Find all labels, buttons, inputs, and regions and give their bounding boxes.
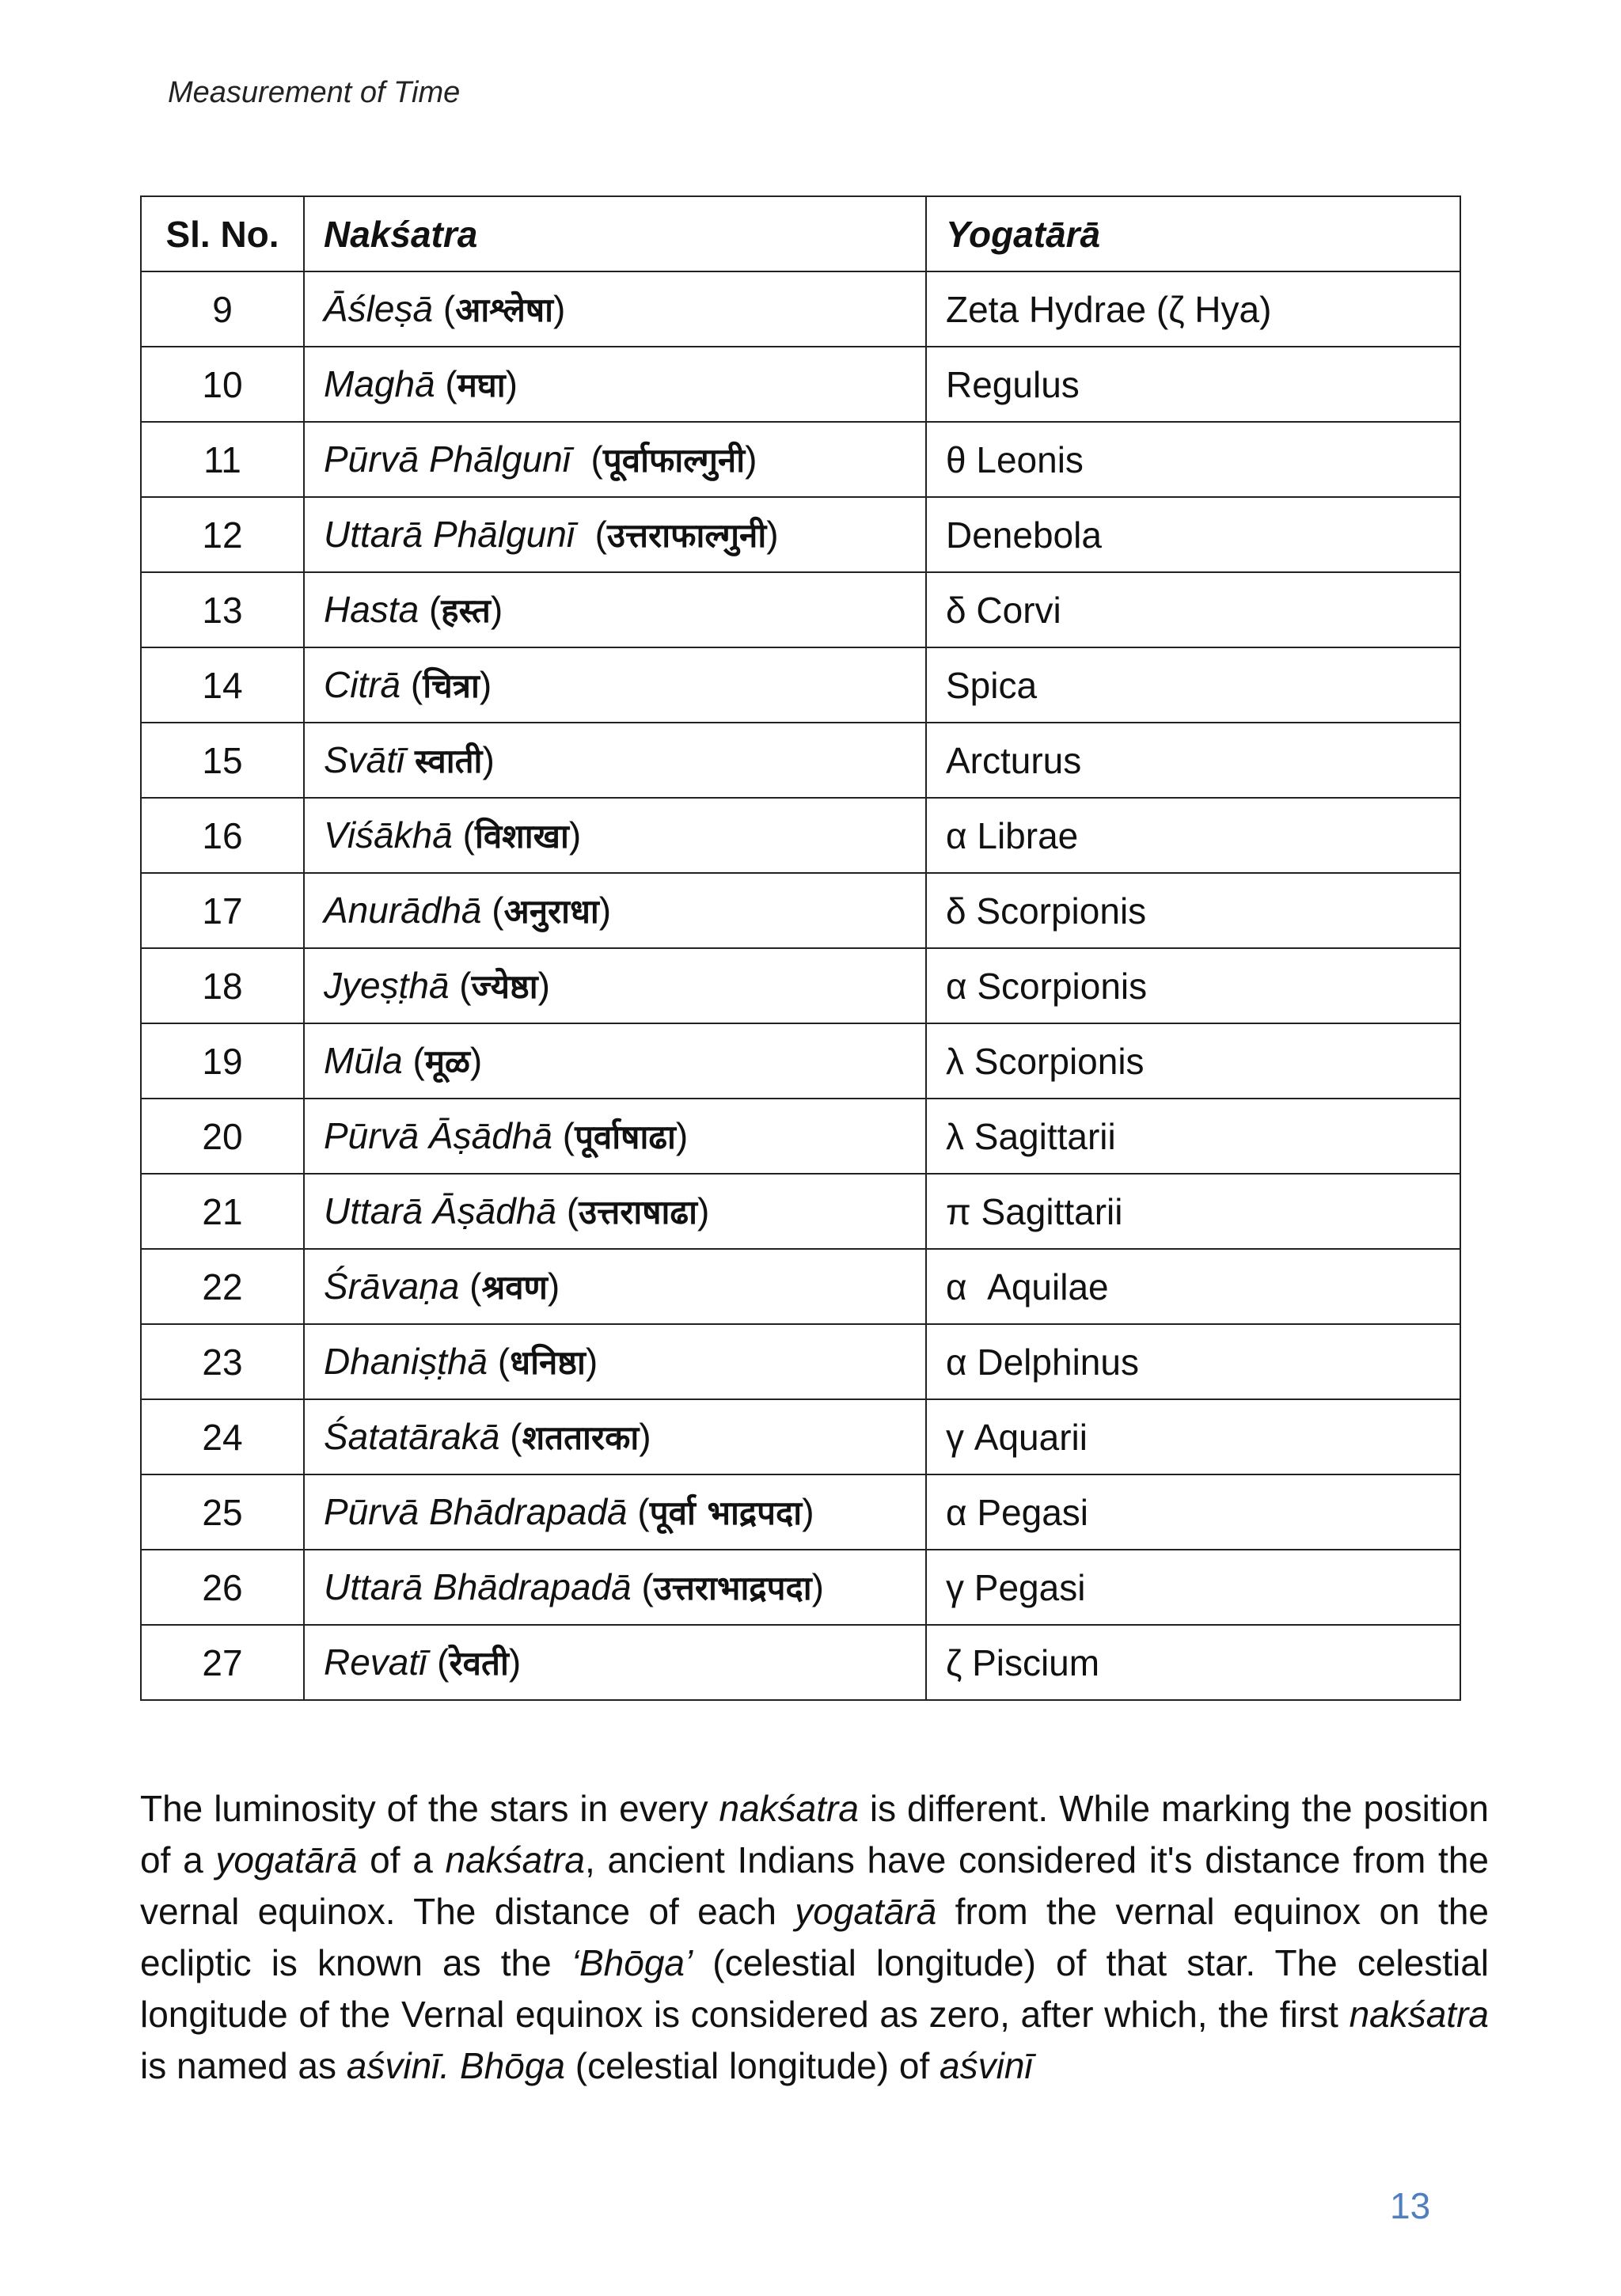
nakshatra-cell	[304, 1249, 926, 1324]
nakshatra-cell	[304, 422, 926, 497]
devanagari-name: विशाखा	[474, 817, 569, 856]
yogatara-cell: λ Sagittarii	[926, 1099, 1460, 1174]
header-nakshatra: Nakśatra	[304, 196, 926, 271]
close-paren: )	[639, 1416, 651, 1457]
table-row	[141, 572, 1460, 647]
devanagari-name: धनिष्ठा	[510, 1343, 586, 1382]
table-row	[141, 1474, 1460, 1550]
table-row	[141, 1099, 1460, 1174]
row-number: 20	[141, 1099, 304, 1174]
italic-term: nakśatra	[445, 1839, 585, 1880]
nakshatra-cell	[304, 1399, 926, 1474]
table-row	[141, 347, 1460, 422]
open-paren: (	[481, 890, 504, 931]
table-row	[141, 497, 1460, 572]
row-number: 16	[141, 798, 304, 873]
devanagari-name: उत्तराफाल्गुनी	[606, 516, 767, 555]
close-paren: )	[766, 514, 779, 555]
devanagari-name: स्वाती	[415, 742, 483, 780]
close-paren: )	[675, 1115, 689, 1156]
open-paren: (	[631, 1566, 654, 1607]
yogatara-cell: Denebola	[926, 497, 1460, 572]
nakshatra-name: Śatatārakā	[324, 1416, 500, 1457]
yogatara-cell: θ Leonis	[926, 422, 1460, 497]
nakshatra-cell	[304, 1324, 926, 1399]
close-paren: )	[697, 1190, 710, 1231]
close-paren: )	[811, 1566, 824, 1607]
table-row	[141, 1023, 1460, 1099]
page-number: 13	[1390, 2185, 1431, 2226]
open-paren: (	[459, 1266, 482, 1307]
open-paren: (	[402, 1040, 425, 1081]
open-paren: (	[575, 514, 607, 555]
devanagari-name: श्रवण	[481, 1268, 548, 1307]
devanagari-name: पूर्वाषाढा	[575, 1118, 676, 1156]
open-paren: (	[433, 288, 456, 329]
text-run	[450, 2045, 460, 2086]
open-paren: (	[488, 1341, 511, 1382]
italic-term: nakśatra	[1349, 1994, 1489, 2035]
row-number: 25	[141, 1474, 304, 1550]
text-run: is different. While marking the position of a	[140, 1788, 1489, 1880]
table-row	[141, 271, 1460, 347]
yogatara-cell: α Aquilae	[926, 1249, 1460, 1324]
close-paren: )	[508, 1641, 522, 1683]
close-paren: )	[479, 664, 492, 705]
table-row	[141, 798, 1460, 873]
open-paren: (	[452, 814, 475, 856]
nakshatra-cell	[304, 1174, 926, 1249]
close-paren: )	[505, 363, 518, 404]
yogatara-cell: ζ Piscium	[926, 1625, 1460, 1700]
nakshatra-name: Uttarā Āṣādhā	[324, 1190, 557, 1231]
nakshatra-cell	[304, 572, 926, 647]
nakshatra-name: Āśleṣā	[324, 288, 434, 329]
table-row	[141, 948, 1460, 1023]
yogatara-cell: γ Pegasi	[926, 1550, 1460, 1625]
table-row	[141, 1399, 1460, 1474]
yogatara-cell: Spica	[926, 647, 1460, 723]
text-run: , ancient Indians have considered it's distance from the vernal equinox. The distance of each	[140, 1839, 1489, 1932]
devanagari-name: चित्रा	[423, 666, 480, 705]
devanagari-name: ज्येष्ठा	[471, 967, 538, 1006]
open-paren: (	[401, 664, 423, 705]
close-paren: )	[802, 1491, 814, 1532]
italic-term: nakśatra	[719, 1788, 859, 1829]
nakshatra-name: Citrā	[324, 664, 401, 705]
devanagari-name: हस्त	[441, 591, 491, 630]
row-number: 24	[141, 1399, 304, 1474]
row-number: 17	[141, 873, 304, 948]
yogatara-cell: δ Corvi	[926, 572, 1460, 647]
devanagari-name: मघा	[457, 366, 506, 404]
open-paren: (	[552, 1115, 575, 1156]
close-paren: )	[745, 438, 757, 480]
nakshatra-cell	[304, 497, 926, 572]
table-row	[141, 873, 1460, 948]
table-row	[141, 1625, 1460, 1700]
open-paren: (	[419, 589, 442, 630]
nakshatra-cell	[304, 723, 926, 798]
row-number: 12	[141, 497, 304, 572]
nakshatra-cell	[304, 1023, 926, 1099]
italic-term: yogatārā	[795, 1891, 937, 1932]
table-header-row	[141, 196, 1460, 271]
table-row	[141, 723, 1460, 798]
running-head-title: Measurement of Time	[168, 76, 461, 109]
yogatara-cell: γ Aquarii	[926, 1399, 1460, 1474]
row-number: 21	[141, 1174, 304, 1249]
open-paren: (	[427, 1641, 450, 1683]
row-number: 18	[141, 948, 304, 1023]
table-row	[141, 647, 1460, 723]
nakshatra-name: Viśākhā	[324, 814, 453, 856]
row-number: 11	[141, 422, 304, 497]
row-number: 19	[141, 1023, 304, 1099]
nakshatra-cell	[304, 873, 926, 948]
italic-term: yogatārā	[215, 1839, 358, 1880]
devanagari-name: शततारका	[522, 1418, 640, 1457]
close-paren: )	[482, 739, 495, 780]
italic-term: ‘Bhōga’	[571, 1942, 693, 1983]
header-sl-no: Sl. No.	[141, 196, 304, 271]
text-run: (celestial longitude) of	[564, 2045, 940, 2086]
yogatara-cell: α Delphinus	[926, 1324, 1460, 1399]
close-paren: )	[469, 1040, 483, 1081]
row-number: 26	[141, 1550, 304, 1625]
open-paren: (	[627, 1491, 650, 1532]
nakshatra-name: Pūrvā Phālgunī	[324, 438, 571, 480]
nakshatra-cell	[304, 1550, 926, 1625]
row-number: 23	[141, 1324, 304, 1399]
close-paren: )	[537, 965, 550, 1006]
text-run: (celestial longitude) of that star. The celestial longitude of the Vernal equinox is considered as zero, after which, the first	[140, 1942, 1490, 2035]
yogatara-cell: α Scorpionis	[926, 948, 1460, 1023]
devanagari-name: अनुराधा	[503, 892, 599, 931]
nakshatra-table	[140, 195, 1461, 1701]
close-paren: )	[490, 589, 503, 630]
open-paren: (	[449, 965, 472, 1006]
nakshatra-name: Uttarā Phālgunī	[324, 514, 575, 555]
nakshatra-cell	[304, 1625, 926, 1700]
devanagari-name: पूर्वा भाद्रपदा	[649, 1493, 803, 1532]
italic-term: Bhōga	[459, 2045, 565, 2086]
nakshatra-cell	[304, 1099, 926, 1174]
yogatara-cell: α Librae	[926, 798, 1460, 873]
row-number: 9	[141, 271, 304, 347]
table-row	[141, 1174, 1460, 1249]
nakshatra-name: Svātī	[324, 739, 405, 780]
yogatara-cell: δ Scorpionis	[926, 873, 1460, 948]
yogatara-cell: Regulus	[926, 347, 1460, 422]
devanagari-name: पूर्वाफाल्गुनी	[602, 441, 746, 480]
nakshatra-cell	[304, 948, 926, 1023]
nakshatra-name: Mūla	[324, 1040, 403, 1081]
italic-term: aśvinī.	[346, 2045, 450, 2086]
text-run: of a	[357, 1839, 446, 1880]
open-paren: (	[556, 1190, 579, 1231]
close-paren: )	[598, 890, 612, 931]
open-paren: (	[570, 438, 603, 480]
nakshatra-cell	[304, 798, 926, 873]
italic-term: aśvinī	[940, 2045, 1033, 2086]
open-paren: (	[499, 1416, 522, 1457]
nakshatra-name: Anurādhā	[324, 890, 482, 931]
devanagari-name: उत्तराभाद्रपदा	[653, 1569, 812, 1607]
text-run: from the vernal equinox on the ecliptic is known as the	[140, 1891, 1489, 1983]
table-row	[141, 1324, 1460, 1399]
close-paren: )	[585, 1341, 598, 1382]
row-number: 15	[141, 723, 304, 798]
table-row	[141, 1550, 1460, 1625]
nakshatra-name: Maghā	[324, 363, 435, 404]
yogatara-cell: Zeta Hydrae (ζ Hya)	[926, 271, 1460, 347]
devanagari-name: उत्तराषाढा	[579, 1193, 697, 1231]
devanagari-name: मूळ	[424, 1042, 470, 1081]
table-row	[141, 422, 1460, 497]
close-paren: )	[553, 288, 566, 329]
nakshatra-name: Śrāvaṇa	[324, 1266, 460, 1307]
nakshatra-cell	[304, 647, 926, 723]
yogatara-cell: Arcturus	[926, 723, 1460, 798]
row-number: 27	[141, 1625, 304, 1700]
text-run: is named as	[140, 2045, 347, 2086]
devanagari-name: रेवती	[449, 1644, 509, 1683]
open-paren	[404, 739, 415, 780]
text-run: The luminosity of the stars in every	[140, 1788, 719, 1829]
row-number: 13	[141, 572, 304, 647]
header-yogatara: Yogatārā	[926, 196, 1460, 271]
nakshatra-name: Dhaniṣṭhā	[324, 1341, 488, 1382]
yogatara-cell: π Sagittarii	[926, 1174, 1460, 1249]
nakshatra-name: Jyeṣṭhā	[324, 965, 450, 1006]
nakshatra-name: Revatī	[324, 1641, 427, 1683]
nakshatra-name: Hasta	[324, 589, 419, 630]
devanagari-name: आश्लेषा	[455, 290, 554, 329]
yogatara-cell: α Pegasi	[926, 1474, 1460, 1550]
row-number: 22	[141, 1249, 304, 1324]
close-paren: )	[547, 1266, 560, 1307]
body-paragraph	[140, 1783, 1489, 2092]
nakshatra-cell	[304, 271, 926, 347]
row-number: 10	[141, 347, 304, 422]
row-number: 14	[141, 647, 304, 723]
nakshatra-cell	[304, 1474, 926, 1550]
nakshatra-name: Uttarā Bhādrapadā	[324, 1566, 632, 1607]
nakshatra-name: Pūrvā Āṣādhā	[324, 1115, 552, 1156]
close-paren: )	[568, 814, 582, 856]
nakshatra-name: Pūrvā Bhādrapadā	[324, 1491, 628, 1532]
yogatara-cell: λ Scorpionis	[926, 1023, 1460, 1099]
nakshatra-cell	[304, 347, 926, 422]
open-paren: (	[435, 363, 457, 404]
table-row	[141, 1249, 1460, 1324]
